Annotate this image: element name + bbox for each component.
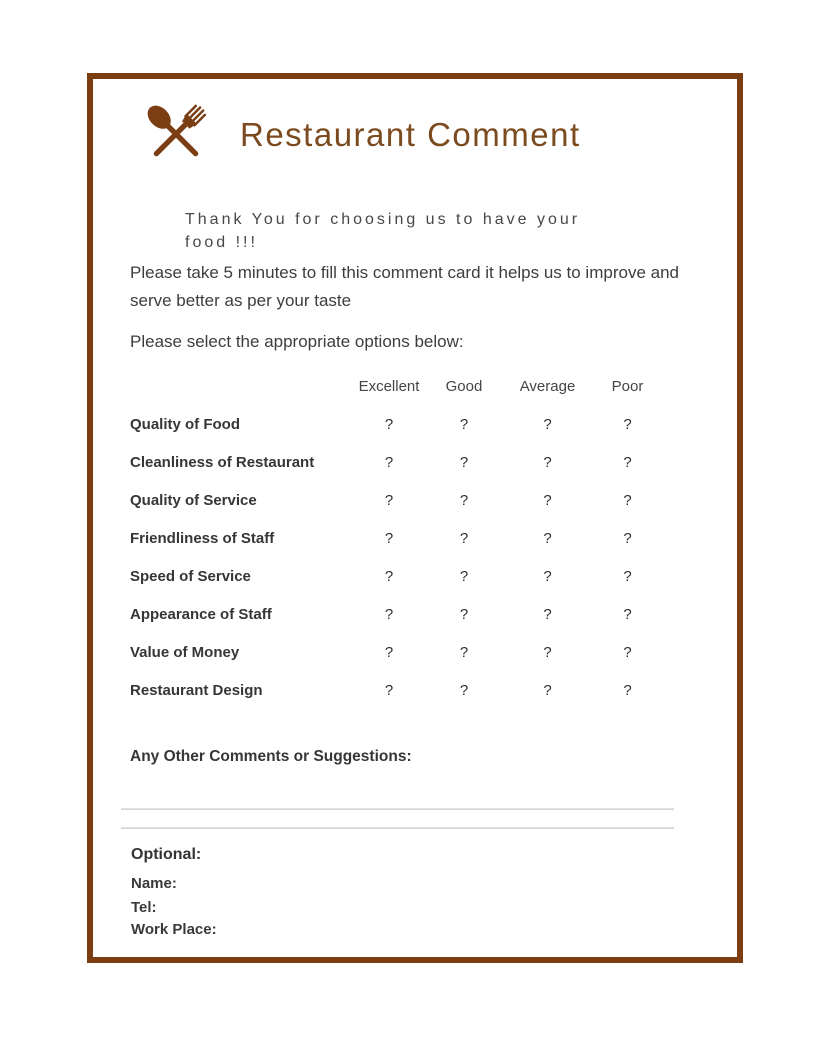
rating-cell-quality-of-food-average[interactable]: ?	[543, 416, 552, 433]
rating-cell-restaurant-design-excellent[interactable]: ?	[384, 682, 394, 699]
rating-cell-value-of-money-excellent[interactable]: ?	[384, 644, 394, 661]
row-label-value-of-money: Value of Money	[130, 644, 240, 661]
rating-cell-speed-of-service-excellent[interactable]: ?	[384, 568, 394, 585]
row-label-restaurant-design: Restaurant Design	[130, 682, 263, 699]
rating-cell-cleanliness-of-restaurant-excellent[interactable]: ?	[384, 454, 394, 471]
rating-cell-speed-of-service-good[interactable]: ?	[459, 568, 469, 585]
rating-cell-quality-of-food-good[interactable]: ?	[459, 416, 469, 433]
rating-cell-friendliness-of-staff-excellent[interactable]: ?	[384, 530, 394, 547]
rating-cell-friendliness-of-staff-good[interactable]: ?	[459, 530, 469, 547]
optional-section-heading: Optional:	[131, 846, 202, 863]
row-label-cleanliness-of-restaurant: Cleanliness of Restaurant	[130, 454, 315, 471]
rating-cell-speed-of-service-average[interactable]: ?	[543, 568, 552, 585]
row-label-friendliness-of-staff: Friendliness of Staff	[130, 530, 275, 547]
rating-cell-quality-of-service-excellent[interactable]: ?	[384, 492, 394, 509]
rating-cell-friendliness-of-staff-poor[interactable]: ?	[623, 530, 632, 547]
column-header-excellent: Excellent	[358, 378, 420, 395]
ratings-table	[130, 378, 665, 720]
column-header-poor: Poor	[611, 378, 644, 395]
row-label-appearance-of-staff: Appearance of Staff	[130, 606, 272, 623]
comment-writing-line[interactable]	[121, 827, 674, 829]
rating-cell-value-of-money-average[interactable]: ?	[543, 644, 552, 661]
crossed-spoon-and-fork-icon	[138, 94, 214, 174]
column-header-good: Good	[445, 378, 483, 395]
rating-cell-restaurant-design-good[interactable]: ?	[459, 682, 469, 699]
rating-cell-cleanliness-of-restaurant-poor[interactable]: ?	[623, 454, 632, 471]
select-options-prompt: Please select the appropriate options below:	[130, 332, 464, 351]
rating-cell-cleanliness-of-restaurant-average[interactable]: ?	[543, 454, 552, 471]
tagline	[185, 208, 655, 251]
rating-cell-restaurant-design-poor[interactable]: ?	[623, 682, 632, 699]
rating-cell-friendliness-of-staff-average[interactable]: ?	[543, 530, 552, 547]
rating-cell-quality-of-food-poor[interactable]: ?	[623, 416, 632, 433]
rating-cell-value-of-money-poor[interactable]: ?	[623, 644, 632, 661]
comment-writing-line[interactable]	[121, 808, 674, 810]
column-header-spacer	[130, 378, 355, 418]
column-header-average: Average	[519, 378, 576, 395]
name-field-label: Name:	[131, 875, 177, 892]
rating-cell-quality-of-service-good[interactable]: ?	[459, 492, 469, 509]
workplace-field-label: Work Place:	[131, 921, 217, 938]
tel-field-label: Tel:	[131, 899, 157, 916]
rating-cell-appearance-of-staff-excellent[interactable]: ?	[384, 606, 394, 623]
row-label-quality-of-service: Quality of Service	[130, 492, 257, 509]
intro-paragraph: Please take 5 minutes to fill this comment card it helps us to improve and serve better as per your taste	[130, 263, 679, 310]
rating-cell-quality-of-service-average[interactable]: ?	[543, 492, 552, 509]
row-label-quality-of-food: Quality of Food	[130, 416, 240, 433]
rating-cell-quality-of-service-poor[interactable]: ?	[623, 492, 632, 509]
rating-cell-restaurant-design-average[interactable]: ?	[543, 682, 552, 699]
rating-cell-cleanliness-of-restaurant-good[interactable]: ?	[459, 454, 469, 471]
rating-cell-value-of-money-good[interactable]: ?	[459, 644, 469, 661]
rating-cell-appearance-of-staff-average[interactable]: ?	[543, 606, 552, 623]
rating-cell-appearance-of-staff-good[interactable]: ?	[459, 606, 469, 623]
rating-cell-speed-of-service-poor[interactable]: ?	[623, 568, 632, 585]
rating-cell-quality-of-food-excellent[interactable]: ?	[384, 416, 394, 433]
page-title: Restaurant Comment	[240, 116, 581, 153]
tagline-line-1: Thank You for choosing us to have your	[185, 211, 581, 228]
row-label-speed-of-service: Speed of Service	[130, 568, 251, 585]
rating-cell-appearance-of-staff-poor[interactable]: ?	[623, 606, 632, 623]
tagline-line-2-clipped: food !!!	[185, 234, 258, 251]
comments-suggestions-label: Any Other Comments or Suggestions:	[130, 748, 412, 765]
